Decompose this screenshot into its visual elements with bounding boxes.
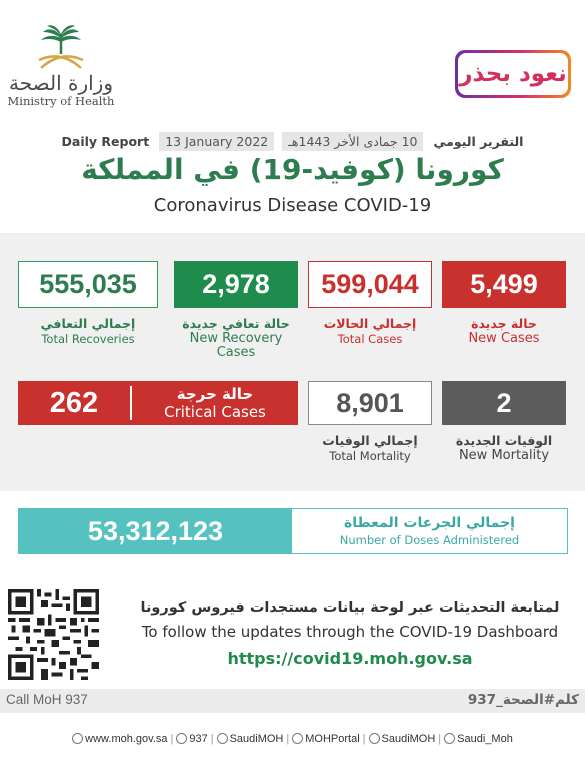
doses-card	[18, 508, 568, 554]
total-recoveries-label-ar: إجمالي التعافي	[40, 316, 136, 331]
footer-instagram[interactable]	[369, 733, 436, 745]
footer-phone[interactable]	[176, 733, 207, 745]
page-title-ar: كورونا (كوفيد-19) في المملكة	[81, 153, 504, 186]
new-cases-label-en: New Cases	[468, 331, 540, 346]
critical-cases-label-en: Critical Cases	[164, 403, 266, 421]
footer-youtube-text: MOHPortal	[305, 733, 360, 745]
total-mortality-label-ar: إجمالي الوفيات	[322, 433, 418, 448]
total-mortality-value: 8,901	[308, 381, 432, 425]
total-cases-value: 599,044	[308, 261, 432, 308]
moh-logo	[6, 24, 116, 119]
critical-cases-value: 262	[49, 386, 99, 419]
youtube-icon	[292, 733, 303, 744]
footer-links: www.moh.gov.sa | 937 | SaudiMOH | MOHPortal | SaudiMOH | Saudi_Moh	[0, 733, 585, 745]
dashboard-text-ar: لمتابعة التحديثات عبر لوحة بيانات مستجدات فيروس كورونا	[140, 600, 560, 616]
footer-website[interactable]	[72, 733, 167, 745]
total-mortality-card	[308, 381, 432, 463]
report-date-hijri: 10 جمادى الأخر 1443هـ	[282, 132, 423, 151]
footer-snapchat-text: Saudi_Moh	[457, 733, 513, 745]
new-cases-card	[442, 261, 566, 346]
footer-phone-text: 937	[189, 733, 208, 745]
report-date-gregorian: 13 January 2022	[159, 132, 274, 151]
critical-cases-label-ar: حالة حرجة	[176, 385, 254, 403]
campaign-badge	[455, 50, 571, 98]
total-recoveries-card	[18, 261, 158, 346]
total-cases-label-ar: إجمالي الحالات	[323, 316, 417, 331]
dashboard-info	[120, 598, 580, 670]
footer-website-text: www.moh.gov.sa	[85, 733, 168, 745]
header	[0, 0, 585, 125]
doses-label-en: Number of Doses Administered	[339, 533, 520, 547]
total-mortality-label-en: Total Mortality	[329, 449, 411, 463]
critical-cases-card	[18, 381, 298, 425]
total-cases-label-en: Total Cases	[337, 332, 403, 346]
twitter-icon	[217, 733, 228, 744]
moh-name-en: Ministry of Health	[7, 94, 115, 108]
palm-swords-emblem-icon	[31, 24, 91, 72]
critical-cases-label	[132, 385, 298, 421]
globe-icon	[72, 733, 83, 744]
doses-label	[292, 509, 567, 553]
campaign-text: نعود بحذر	[458, 53, 568, 95]
new-mortality-label-ar: الوفيات الجديدة	[455, 433, 553, 448]
call-text-en: Call MoH 937	[6, 692, 88, 707]
dashboard-link[interactable]: https://covid19.moh.gov.sa	[227, 649, 473, 668]
new-mortality-label-en: New Mortality	[458, 448, 550, 463]
footer-snapchat[interactable]	[444, 733, 513, 745]
total-recoveries-label-en: Total Recoveries	[41, 332, 135, 346]
footer-instagram-text: SaudiMOH	[381, 733, 436, 745]
new-mortality-value: 2	[442, 381, 566, 425]
footer-twitter[interactable]	[217, 733, 284, 745]
qr-code-icon[interactable]	[8, 589, 99, 680]
total-cases-card	[308, 261, 432, 346]
phone-icon	[176, 733, 187, 744]
call-bar	[0, 689, 585, 713]
report-label-en: Daily Report	[61, 134, 150, 149]
doses-value: 53,312,123	[19, 509, 292, 553]
page-title-en: Coronavirus Disease COVID-19	[153, 195, 432, 216]
new-mortality-card	[442, 381, 566, 463]
call-hashtag-ar: كلم#الصحة_937	[467, 692, 579, 708]
dashboard-text-en: To follow the updates through the COVID-19 Dashboard	[141, 623, 559, 641]
new-recovery-label-ar: حالة تعافي جديدة	[182, 316, 290, 331]
footer-twitter-text: SaudiMOH	[229, 733, 284, 745]
moh-name-ar: وزارة الصحة	[9, 71, 113, 95]
report-line	[0, 132, 585, 151]
new-cases-label-ar: حالة جديدة	[471, 316, 537, 331]
total-recoveries-value: 555,035	[18, 261, 158, 308]
doses-label-ar: إجمالي الجرعات المعطاة	[344, 515, 515, 531]
new-cases-value: 5,499	[442, 261, 566, 308]
instagram-icon	[369, 733, 380, 744]
footer-youtube[interactable]	[292, 733, 359, 745]
new-recovery-label-en: New Recovery Cases	[189, 331, 283, 360]
report-label-ar: التقرير اليومي	[433, 134, 524, 149]
snapchat-icon	[444, 733, 455, 744]
new-recovery-value: 2,978	[174, 261, 298, 308]
new-recovery-card	[174, 261, 298, 360]
